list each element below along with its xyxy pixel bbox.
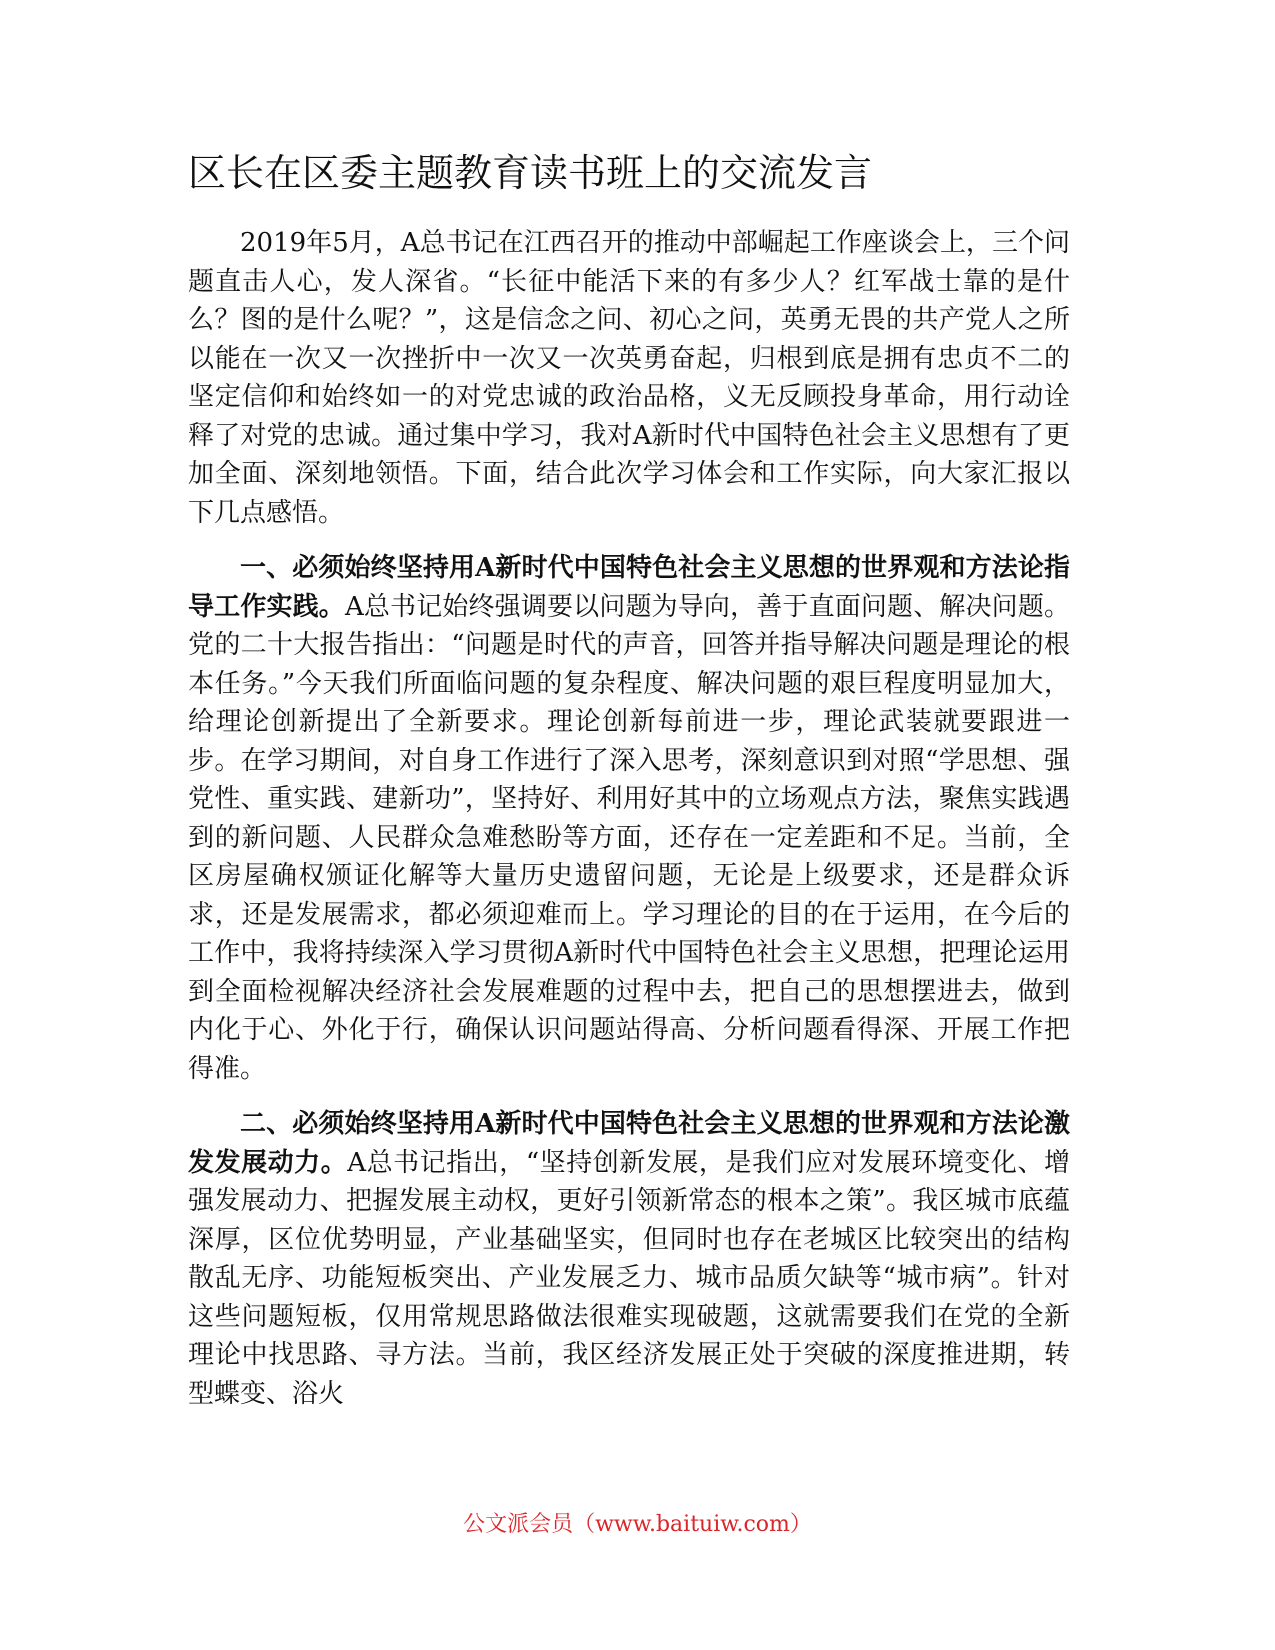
section-2-text: A总书记指出，“坚持创新发展，是我们应对发展环境变化、增强发展动力、把握发展主动权，更好引领新常态的根本之策”。我区城市底蕴深厚，区位优势明显，产业基础坚实，但同时也存在老城区比较突出的结构散乱无序、功能短板突出、产业发展乏力、城市品质欠缺等“城市病”。针对这些问题短板，仅用常规思路做法很难实现破题，这就需要我们在党的全新理论中找思路、寻方法。当前，我区经济发展正处于突破的深度推进期，转型蝶变、浴火 <box>188 1147 1070 1409</box>
section-2-paragraph <box>188 1105 1070 1413</box>
document-body <box>188 224 1070 1413</box>
intro-paragraph <box>188 224 1070 532</box>
section-2-heading: 二、必须始终坚持用A新时代中国特色社会主义思想的世界观和方法论激发发展动力。 <box>188 1109 1070 1178</box>
footer-watermark: 公文派会员（www.baituiw.com） <box>463 1512 812 1537</box>
section-1-text: A总书记始终强调要以问题为导向，善于直面问题、解决问题。党的二十大报告指出：“问题是时代的声音，回答并指导解决问题是理论的根本任务。”今天我们所面临问题的复杂程度、解决问题的艰巨程度明显加大，给理论创新提出了全新要求。理论创新每前进一步，理论武装就要跟进一步。在学习期间，对自身工作进行了深入思考，深刻意识到对照“学思想、强党性、重实践、建新功”，坚持好、利用好其中的立场观点方法，聚焦实践遇到的新问题、人民群众急难愁盼等方面，还存在一定差距和不足。当前，全区房屋确权颁证化解等大量历史遗留问题，无论是上级要求，还是群众诉求，还是发展需求，都必须迎难而上。学习理论的目的在于运用，在今后的工作中，我将持续深入学习贯彻A新时代中国特色社会主义思想，把理论运用到全面检视解决经济社会发展难题的过程中去，把自己的思想摆进去，做到内化于心、外化于行，确保认识问题站得高、分析问题看得深、开展工作把得准。 <box>188 591 1070 1084</box>
document-title: 区长在区委主题教育读书班上的交流发言 <box>188 151 873 195</box>
section-1-heading: 一、必须始终坚持用A新时代中国特色社会主义思想的世界观和方法论指导工作实践。 <box>188 553 1070 622</box>
section-1-paragraph <box>188 549 1070 1088</box>
intro-paragraph-text: 2019年5月，A总书记在江西召开的推动中部崛起工作座谈会上，三个问题直击人心，发人深省。“长征中能活下来的有多少人？红军战士靠的是什么？图的是什么呢？”，这是信念之问、初心之问，英勇无畏的共产党人之所以能在一次又一次挫折中一次又一次英勇奋起，归根到底是拥有忠贞不二的坚定信仰和始终如一的对党忠诚的政治品格，义无反顾投身革命，用行动诠释了对党的忠诚。通过集中学习，我对A新时代中国特色社会主义思想有了更加全面、深刻地领悟。下面，结合此次学习体会和工作实际，向大家汇报以下几点感悟。 <box>188 228 1070 528</box>
